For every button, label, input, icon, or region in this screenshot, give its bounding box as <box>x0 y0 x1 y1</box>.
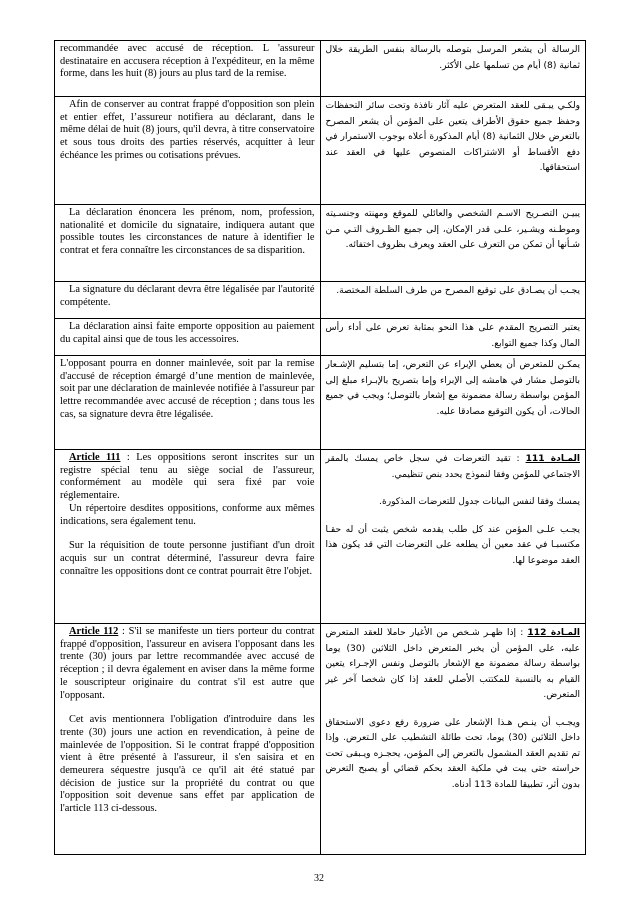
french-cell <box>55 97 321 205</box>
french-paragraph <box>60 626 315 702</box>
table-row <box>55 450 586 624</box>
french-paragraph <box>60 452 315 503</box>
article-heading: Article 111 <box>69 452 121 463</box>
arabic-cell <box>320 450 586 624</box>
arabic-paragraph <box>326 626 581 704</box>
french-paragraph: Un répertoire desdites oppositions, conforme aux mêmes indications, sera également tenu. <box>60 502 315 527</box>
arabic-cell <box>320 624 586 855</box>
french-paragraph: La signature du déclarant devra être légalisée par l'autorité compétente. <box>60 284 315 308</box>
french-paragraph-text: : Les oppositions seront inscrites sur un registre spécial tenu au siège social de l'assureur, conformément au modèle qui sera fixé par voie réglementaire. <box>60 452 315 502</box>
arabic-cell <box>320 205 586 282</box>
table-row <box>55 624 586 855</box>
french-cell <box>55 282 321 319</box>
page-number: 32 <box>314 873 324 884</box>
arabic-paragraph <box>326 452 581 483</box>
table-row <box>55 282 586 319</box>
french-paragraph: La déclaration énoncera les prénom, nom, profession, nationalité et domicile du signataire, indiquera autant que possible toutes les circonstances de nature à identifier le contrat et fera connaître les circonstances de sa disparition. <box>60 207 315 257</box>
table-row <box>55 97 586 205</box>
arabic-paragraph-text: : إذا ظهـر شـخص من الأغيار حاملا للعقد المتعرض عليه، على المؤمن أن يخبر المتعرض داخل الثلاثين (30) يوما بواسطة رسالة مضمونة مع الإشعار بالتوصل ونفس الإجـراء يتعين القيام به بالنسبة للمكتتب الأصلي للعقد إذا كان شخصا آخر غير المتعرض. <box>325 628 580 700</box>
arabic-paragraph: يبيـن التصـريح الاسـم الشخصي والعائلي للموقع ومهنته وجنسـيته وموطـنه ويشـير، علـى قدر الإمكان، إلى جميع الظـروف التـي مـن شـأنها أن تمكن من التعرف على العقد ويعرف بظروف اختفائه. <box>325 209 580 250</box>
french-paragraph: Sur la réquisition de toute personne justifiant d'un droit acquis sur un contrat déterminé, l'assureur devra faire connaître les oppositions dont ce contrat pourrait être l'objet. <box>60 540 315 577</box>
arabic-paragraph: ولكـي يبـقى للعقد المتعرض عليه آثار نافذة وتحت سائر التحفظات وحفظ جميع حقوق الأطراف يتعين على المؤمن أن يشعر المصرح بالتعرض خلال الثمانية (8) أيام المذكورة أعلاه بوجوب الاستمرار في دفع الأقساط أو الاشتراكات المنصوص عليها في العقد عند استحقاقها. <box>325 101 581 173</box>
arabic-paragraph: يجـب علـى المؤمن عند كل طلب يقدمه شخص يثبت أن له حقـا مكتسبـا في عقد معين أن يطلعه على التعرضات التي قد يكون هذا العقد موضوعا لها. <box>325 524 580 566</box>
arabic-cell <box>320 41 586 97</box>
french-cell <box>55 450 321 624</box>
french-paragraph-text: : S'il se manifeste un tiers porteur du contrat frappé d'opposition, l'assureur en avisera l'opposant dans les trente (30) jours par lettre recommandée avec accusé de réception ; il devra également en aviser dans la même forme le souscripteur originaire du contrat s'il est autre que l'opposant. <box>60 626 315 701</box>
french-paragraph: Afin de conserver au contrat frappé d'opposition son plein et entier effet, l’assureur notifiera au déclarant, dans le même délai de huit (8) jours, qu'il devra, à titre conservatoire et sous tous droits des parties réservés, acquitter à leur échéance les primes ou cotisations prévues. <box>60 99 315 161</box>
article-heading: Article 112 <box>69 626 119 637</box>
arabic-paragraph: يجـب أن يصـادق على توقيع المصرح من طرف السلطة المختصة. <box>336 286 580 296</box>
french-cell <box>55 41 321 97</box>
arabic-paragraph: يعتبر التصريح المقدم على هذا النحو بمثابة تعرض على أداء رأس المال وكذا جميع التوابع. <box>325 323 580 349</box>
table-row <box>55 319 586 356</box>
french-paragraph: L'opposant pourra en donner mainlevée, soit par la remise d'accusé de réception émargé d’une mention de mainlevée, soit par une déclaration de mainlevée notifiée à l'assureur par lettre recommandée avec accusé de réception ; dans tous les cas, sa signature devra être légalisée. <box>60 358 315 420</box>
arabic-cell <box>320 282 586 319</box>
table-row <box>55 356 586 450</box>
arabic-cell <box>320 97 586 205</box>
arabic-paragraph: ويجـب أن ينـص هـذا الإشعار على ضرورة رفع دعوى الاستحقاق داخل الثلاثين (30) يوما، تحت طائلة التشطيب على الـتعرض. وإذا تم تقديم العقد المشمول بالتعرض إلى المؤمن، يحجـزه ويـبقى تحت حراسته حتى يبت في ملكية العقد بحكم قضائي أو يصبح التعرض بدون أثر، تطبيقا للمادة 113 أدناه. <box>325 717 580 790</box>
arabic-cell <box>320 319 586 356</box>
french-cell <box>55 319 321 356</box>
table-row <box>55 205 586 282</box>
arabic-cell <box>320 356 586 450</box>
french-cell <box>55 205 321 282</box>
bilingual-text-table <box>54 40 586 855</box>
french-cell <box>55 356 321 450</box>
article-heading-arabic: المـادة 111 <box>525 454 580 464</box>
arabic-paragraph: يمكـن للمتعرض أن يعطي الإبراء عن التعرض، إما بتسليم الإشـعار بالتوصل مشار في هامشه إلى الإبراء وإما بتصريح بالإبـراء مبلغ إلى المؤمن بواسطة رسالة مضمونة مع إشعار بالتوصل؛ ويجب في جميع الحالات، أن يكون التوقيع مصادقا عليه. <box>325 360 580 417</box>
table-row <box>55 41 586 97</box>
french-paragraph: La déclaration ainsi faite emporte opposition au paiement du capital ainsi que de tous les accessoires. <box>60 321 315 345</box>
arabic-paragraph-text: : تقيد التعرضات في سجل خاص يمسك بالمقر الاجتماعي للمؤمن وفقا لنموذج يحدد بنص تنظيمي. <box>325 454 580 480</box>
arabic-paragraph: الرسالة أن يشعر المرسل بتوصله بالرسالة بنفس الطريقة خلال ثمانية (8) أيام من تسلمها على الأكثر. <box>325 45 580 71</box>
article-heading-arabic: المـادة 112 <box>527 628 581 638</box>
french-cell <box>55 624 321 855</box>
french-paragraph: recommandée avec accusé de réception. L 'assureur destinataire en accusera réception à l'expéditeur, en la même forme, dans les huit (8) jours au plus tard de la remise. <box>60 43 315 80</box>
french-paragraph: Cet avis mentionnera l'obligation d'introduire dans les trente (30) jours une action en revendication, à peine de mainlevée de l'opposition. Si le contrat frappé d'opposition vient à être présenté à l'assureur, il s'en saisira et en demeurera séquestre jusqu'à ce qu'il ait été statué par décision de justice sur la propriété du contrat ou que l'opposition soit devenue sans effet par application de l'article 113 ci-dessous. <box>60 714 315 815</box>
arabic-paragraph: يمسك وفقا لنفس البيانات جدول للتعرضات المذكورة. <box>379 497 580 507</box>
